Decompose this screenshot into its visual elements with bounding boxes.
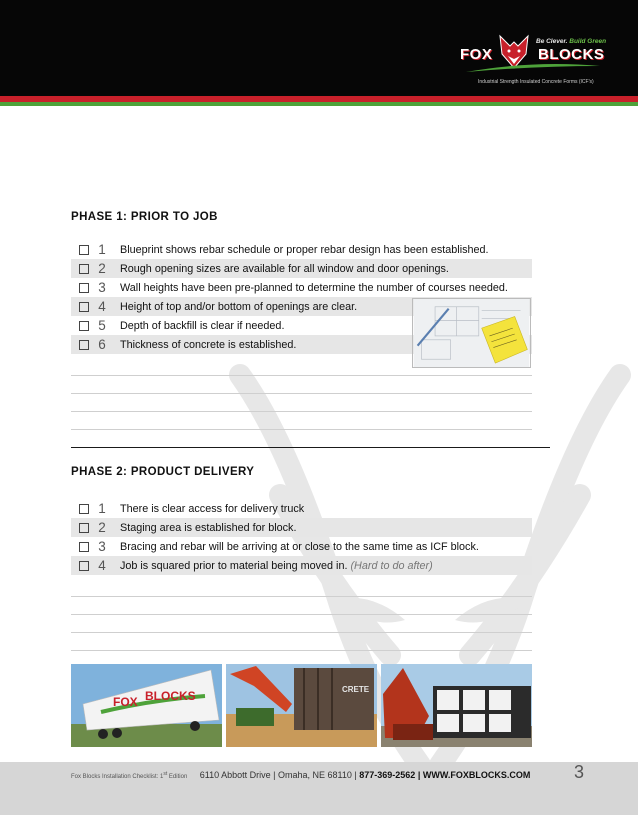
phase2-title: PHASE 2: PRODUCT DELIVERY [71, 466, 255, 478]
item-number: 6 [98, 337, 106, 352]
note-line [71, 411, 532, 412]
item-text: Staging area is established for block. [120, 521, 297, 534]
phase1-item-3[interactable] [71, 278, 532, 297]
logo-subtitle: Industrial Strength Insulated Concrete Forms (ICF's) [478, 79, 594, 85]
checkbox[interactable] [79, 340, 89, 350]
item-text: Wall heights have been pre-planned to determine the number of courses needed. [120, 281, 508, 294]
item-text: Depth of backfill is clear if needed. [120, 319, 285, 332]
blueprint-photo [412, 298, 531, 368]
fox-blocks-logo [458, 32, 608, 90]
logo-tagline: Be Clever. Build Green [536, 38, 607, 45]
truck-logo-fox: FOX [113, 695, 138, 709]
phase1-item-2[interactable] [71, 259, 532, 278]
footer-address: 6110 Abbott Drive | Omaha, NE 68110 | [199, 770, 357, 780]
checkbox[interactable] [79, 264, 89, 274]
checkbox[interactable] [79, 283, 89, 293]
item-text: Rough opening sizes are available for all window and door openings. [120, 262, 449, 275]
checkbox[interactable] [79, 245, 89, 255]
phase2-item-3[interactable] [71, 537, 532, 556]
forklift-photo [226, 664, 377, 747]
footer-text [71, 770, 530, 780]
phase1-title: PHASE 1: PRIOR TO JOB [71, 211, 218, 223]
note-line [71, 632, 532, 633]
page-footer [0, 762, 638, 815]
checkbox[interactable] [79, 523, 89, 533]
item-number: 2 [98, 261, 106, 276]
item-text: Height of top and/or bottom of openings are clear. [120, 300, 358, 313]
note-line [71, 596, 532, 597]
item-number: 3 [98, 280, 106, 295]
item-number: 1 [98, 242, 106, 257]
checkbox[interactable] [79, 321, 89, 331]
phase2-item-2[interactable] [71, 518, 532, 537]
logo-word-blocks: BLOCKS [538, 46, 605, 63]
footer-website[interactable]: WWW.FOXBLOCKS.COM [422, 770, 531, 780]
item-number: 1 [98, 501, 106, 516]
note-line [71, 429, 532, 430]
checkbox[interactable] [79, 542, 89, 552]
checkbox[interactable] [79, 561, 89, 571]
item-text: Blueprint shows rebar schedule or proper rebar design has been established. [120, 243, 489, 256]
item-number: 2 [98, 520, 106, 535]
footer-separator: | [417, 770, 421, 780]
truck-logo-blocks: BLOCKS [145, 689, 196, 703]
checkbox[interactable] [79, 302, 89, 312]
footer-phone[interactable]: 877-369-2562 [359, 770, 416, 780]
note-line [71, 393, 532, 394]
page-header [0, 0, 638, 96]
checkbox[interactable] [79, 504, 89, 514]
crane-photo [381, 664, 532, 747]
item-text: Bracing and rebar will be arriving at or close to the same time as ICF block. [120, 540, 479, 553]
item-note: (Hard to do after) [350, 559, 433, 572]
logo-word-fox: FOX [460, 46, 493, 63]
header-stripe-green [0, 102, 638, 106]
logo-swoosh [464, 62, 602, 74]
item-text: Thickness of concrete is established. [120, 338, 297, 351]
footer-doc-name: Fox Blocks Installation Checklist: 1st Edition [71, 771, 188, 780]
item-text: There is clear access for delivery truck [120, 502, 305, 515]
truck-photo [71, 664, 222, 747]
phase1-item-1[interactable] [71, 240, 532, 259]
item-number: 3 [98, 539, 106, 554]
item-number: 4 [98, 558, 106, 573]
crate-label: CRETE [342, 685, 370, 694]
item-number: 5 [98, 318, 106, 333]
note-line [71, 614, 532, 615]
phase2-item-4[interactable] [71, 556, 532, 575]
note-line [71, 375, 532, 376]
note-line [71, 650, 532, 651]
phase2-item-1[interactable] [71, 499, 532, 518]
section-divider [71, 447, 550, 448]
page-number: 3 [574, 762, 585, 782]
item-text: Job is squared prior to material being moved in. [120, 559, 348, 572]
item-number: 4 [98, 299, 106, 314]
